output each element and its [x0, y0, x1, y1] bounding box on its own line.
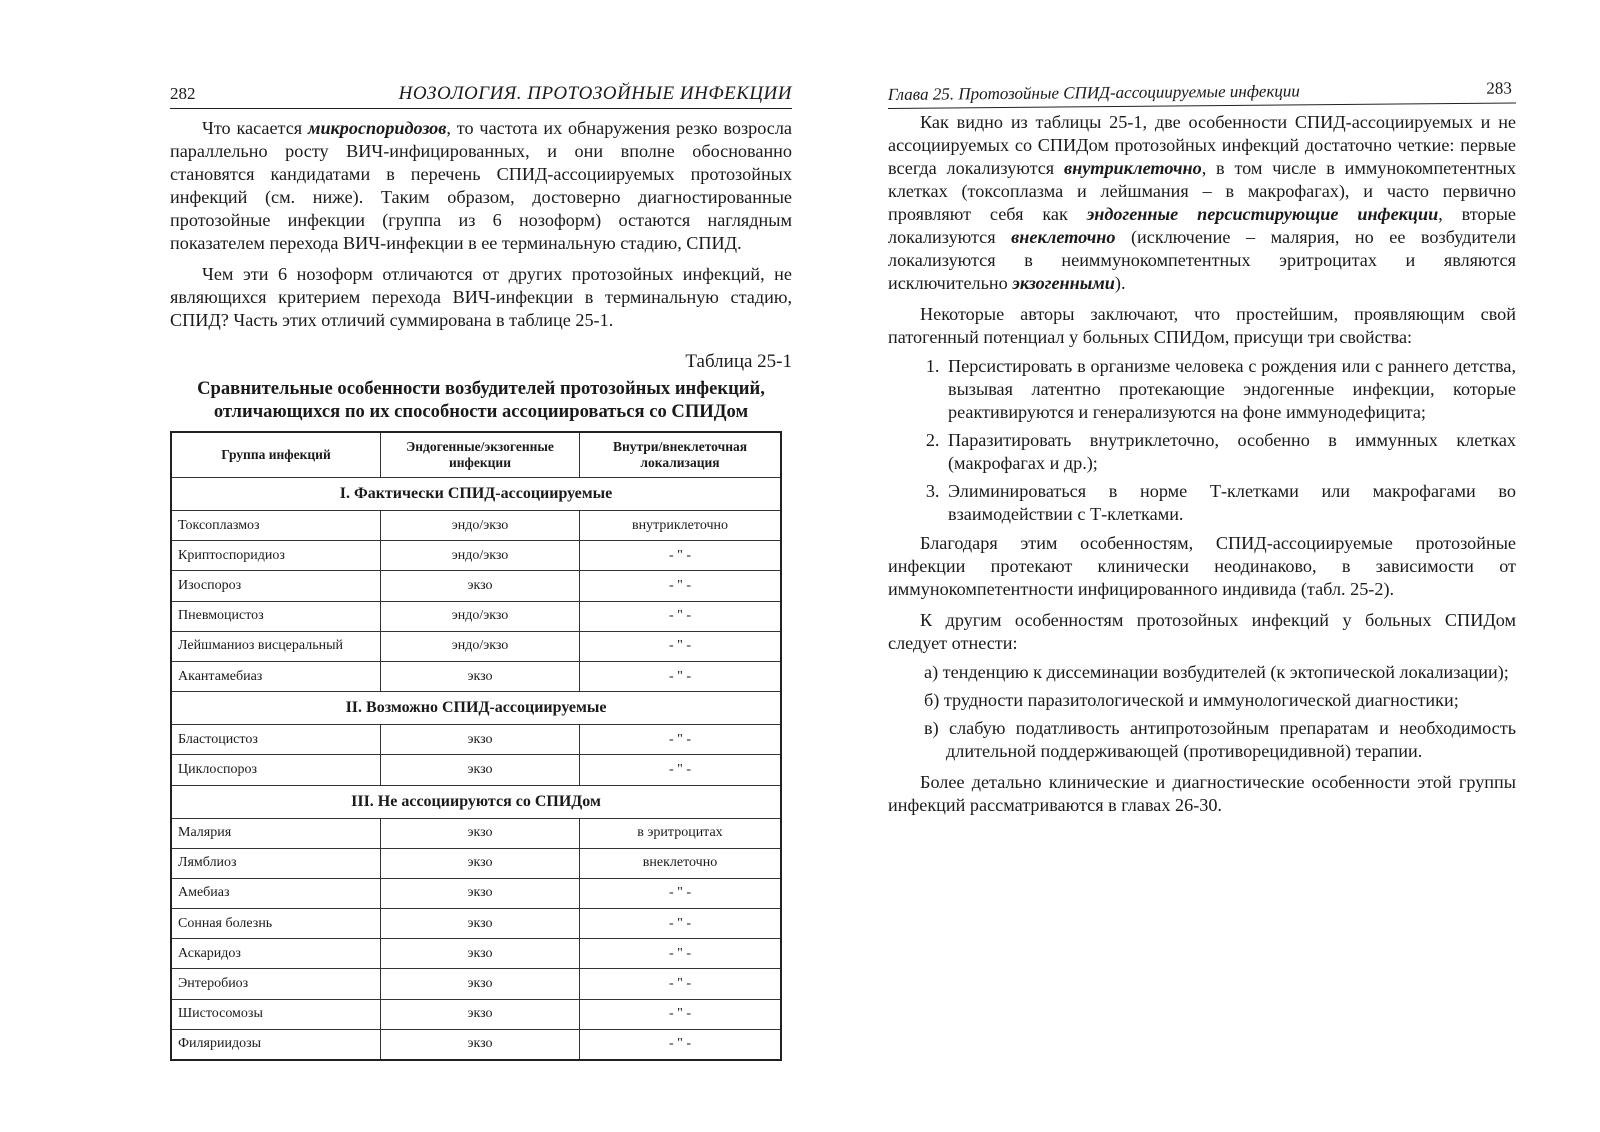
table-row	[171, 999, 781, 1029]
origin-cell: эндо/экзо	[381, 541, 580, 571]
infection-name-cell: Пневмоцистоз	[171, 601, 381, 631]
table-row	[171, 631, 781, 661]
table-row	[171, 601, 781, 631]
origin-cell: экзо	[381, 755, 580, 785]
table-group-title: I. Фактически СПИД-ассоциируемые	[171, 478, 781, 511]
properties-list	[888, 355, 1516, 526]
origin-cell: экзо	[381, 909, 580, 939]
table-row	[171, 541, 781, 571]
table-group-row	[171, 692, 781, 725]
table-header-cell: Группа инфекций	[171, 432, 381, 478]
origin-cell: эндо/экзо	[381, 511, 580, 541]
localization-cell: - " -	[580, 601, 782, 631]
origin-cell: экзо	[381, 818, 580, 848]
right-page	[888, 0, 1516, 817]
list-item: а) тенденцию к диссеминации возбудителей (к эктопической локализации);	[924, 662, 1509, 682]
localization-cell: - " -	[580, 661, 782, 691]
table-row	[171, 661, 781, 691]
emphasis-term: эндогенные персистирующие инфекции	[1086, 204, 1439, 224]
table-group-title: III. Не ассоциируются со СПИДом	[171, 785, 781, 818]
table-row	[171, 725, 781, 755]
localization-cell: в эритроцитах	[580, 818, 782, 848]
origin-cell: экзо	[381, 571, 580, 601]
left-paragraph-1: Что касается микроспоридозов, то частота их обнаружения резко возросла параллельно росту ВИЧ-инфицированных, и они вполне обоснованно становятся кандидатами в перечень СПИД-ассоциируемых протозойных инфекций (см. ниже). Таким образом, достоверно диагностированные протозойные инфекции (группа из 6 нозоформ) остаются наглядным показателем перехода ВИЧ-инфекции в ее терминальную стадию, СПИД.	[170, 118, 792, 253]
infection-name-cell: Амебиаз	[171, 878, 381, 908]
table-row	[171, 909, 781, 939]
localization-cell: - " -	[580, 969, 782, 999]
table-row	[171, 571, 781, 601]
infection-name-cell: Аскаридоз	[171, 939, 381, 969]
infection-name-cell: Лейшманиоз висцеральный	[171, 631, 381, 661]
table-row	[171, 969, 781, 999]
right-running-title: Глава 25. Протозойные СПИД-ассоциируемые инфекции	[887, 81, 1300, 105]
origin-cell: экзо	[381, 969, 580, 999]
table-body	[171, 478, 781, 1061]
emphasis-term: внутриклеточно	[1064, 158, 1202, 178]
infection-name-cell: Филяриидозы	[171, 1029, 381, 1060]
infection-name-cell: Акантамебиаз	[171, 661, 381, 691]
origin-cell: экзо	[381, 939, 580, 969]
infection-name-cell: Бластоцистоз	[171, 725, 381, 755]
infection-name-cell: Токсоплазмоз	[171, 511, 381, 541]
list-item: 1. Персистировать в организме человека с рождения или с раннего детства, вызывая латентно протекающие эндогенные инфекции, которые реактивируются и генерализуются на фоне иммунодефицита;	[944, 355, 1516, 424]
table-row	[171, 939, 781, 969]
right-paragraph-2: Некоторые авторы заключают, что простейшим, проявляющим свой патогенный потенциал у больных СПИДом, присущи три свойства:	[888, 304, 1516, 347]
localization-cell: - " -	[580, 755, 782, 785]
table-row	[171, 755, 781, 785]
left-page	[170, 0, 792, 1061]
infection-name-cell: Энтеробиоз	[171, 969, 381, 999]
origin-cell: экзо	[381, 661, 580, 691]
localization-cell: - " -	[580, 939, 782, 969]
left-running-title: НОЗОЛОГИЯ. ПРОТОЗОЙНЫЕ ИНФЕКЦИИ	[398, 83, 792, 104]
localization-cell: - " -	[580, 571, 782, 601]
origin-cell: экзо	[381, 848, 580, 878]
list-item: 3. Элиминироваться в норме Т-клетками или макрофагами во взаимодействии с Т-клетками.	[944, 480, 1516, 526]
features-list	[888, 661, 1516, 763]
right-page-number: 283	[1486, 78, 1512, 98]
table-row	[171, 1029, 781, 1060]
right-paragraph-5: Более детально клинические и диагностические особенности этой группы инфекций рассматриваются в главах 26-30.	[888, 772, 1516, 815]
localization-cell: внутриклеточно	[580, 511, 782, 541]
emphasis-term: экзогенными	[1012, 273, 1115, 293]
localization-cell: - " -	[580, 725, 782, 755]
table-group-row	[171, 785, 781, 818]
origin-cell: эндо/экзо	[381, 631, 580, 661]
localization-cell: - " -	[580, 631, 782, 661]
right-paragraph-3: Благодаря этим особенностям, СПИД-ассоциируемые протозойные инфекции протекают клинически неодинаково, в зависимости от иммунокомпетентности инфицированного индивида (табл. 25-2).	[888, 533, 1516, 599]
right-running-head	[888, 73, 1516, 109]
localization-cell: - " -	[580, 999, 782, 1029]
left-paragraph-2: Чем эти 6 нозоформ отличаются от других протозойных инфекций, не являющихся критерием перехода ВИЧ-инфекции в терминальную стадию, СПИД? Часть этих отличий суммирована в таблице 25-1.	[170, 264, 792, 330]
origin-cell: экзо	[381, 725, 580, 755]
right-paragraph-1: Как видно из таблицы 25-1, две особенности СПИД-ассоциируемых и не ассоциируемых со СПИДом протозойных инфекций достаточно четкие: первые всегда локализуются внутриклеточно, в том числе в иммунокомпетентных клетках (токсоплазма и лейшмания – в макрофагах), и часто первично проявляют себя как эндогенные персистирующие инфекции, вторые локализуются внеклеточно (исключение – малярия, но ее возбудители локализуются в неиммунокомпетентных эритроцитах и являются исключительно экзогенными).	[888, 112, 1516, 293]
table-group-row	[171, 478, 781, 511]
origin-cell: экзо	[381, 1029, 580, 1060]
infection-name-cell: Шистосомозы	[171, 999, 381, 1029]
origin-cell: эндо/экзо	[381, 601, 580, 631]
localization-cell: - " -	[580, 909, 782, 939]
table-row	[171, 511, 781, 541]
table-header-cell: Эндогенные/экзогенные инфекции	[381, 432, 580, 478]
comparison-table	[170, 431, 782, 1061]
list-item: б) трудности паразитологической и иммунологической диагностики;	[924, 690, 1459, 710]
left-running-head	[170, 78, 792, 109]
table-row	[171, 848, 781, 878]
table-label: Таблица 25-1	[685, 351, 792, 372]
right-paragraph-4: К другим особенностям протозойных инфекций у больных СПИДом следует отнести:	[888, 610, 1516, 653]
table-row	[171, 878, 781, 908]
emphasis-term: микроспоридозов	[307, 118, 447, 138]
infection-name-cell: Сонная болезнь	[171, 909, 381, 939]
list-item: в) слабую податливость антипротозойным препаратам и необходимость длительной поддерживающей (противорецидивной) терапии.	[924, 718, 1516, 761]
infection-name-cell: Малярия	[171, 818, 381, 848]
infection-name-cell: Криптоспоридиоз	[171, 541, 381, 571]
table-header-cell: Внутри/внеклеточная локализация	[580, 432, 782, 478]
table-group-title: II. Возможно СПИД-ассоциируемые	[171, 692, 781, 725]
table-title: Сравнительные особенности возбудителей протозойных инфекций, отличающихся по их способности ассоциироваться со СПИДом	[197, 378, 765, 422]
origin-cell: экзо	[381, 999, 580, 1029]
localization-cell: внеклеточно	[580, 848, 782, 878]
table-row	[171, 818, 781, 848]
origin-cell: экзо	[381, 878, 580, 908]
localization-cell: - " -	[580, 1029, 782, 1060]
left-page-number: 282	[170, 84, 196, 103]
emphasis-term: внеклеточно	[1011, 227, 1116, 247]
list-item: 2. Паразитировать внутриклеточно, особенно в иммунных клетках (макрофагах и др.);	[944, 429, 1516, 475]
localization-cell: - " -	[580, 541, 782, 571]
infection-name-cell: Лямблиоз	[171, 848, 381, 878]
table-header-row	[171, 432, 781, 478]
infection-name-cell: Изоспороз	[171, 571, 381, 601]
localization-cell: - " -	[580, 878, 782, 908]
infection-name-cell: Циклоспороз	[171, 755, 381, 785]
